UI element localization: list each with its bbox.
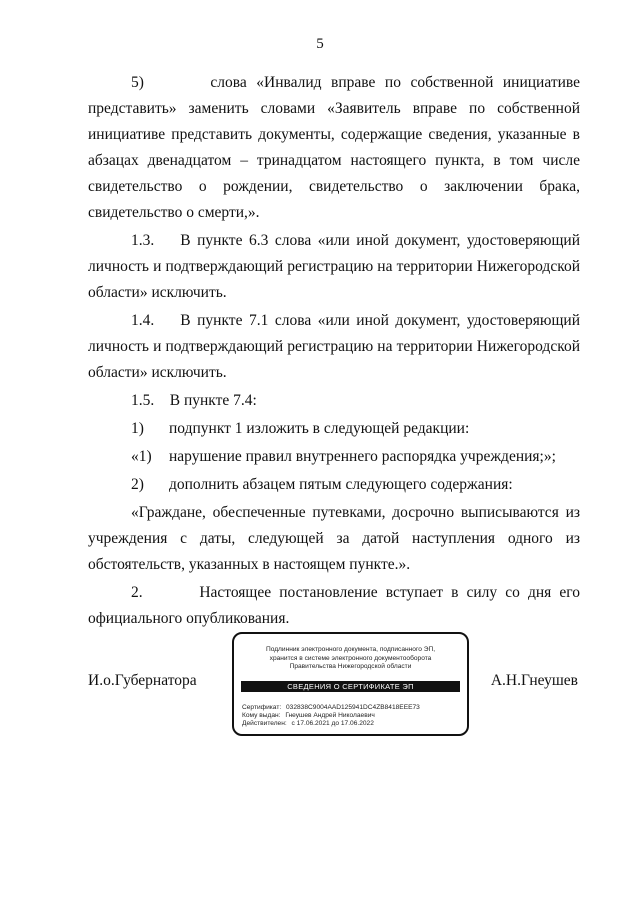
stamp-certificate-row bbox=[242, 704, 420, 712]
list-item bbox=[88, 444, 580, 470]
stamp-valid-row bbox=[242, 720, 374, 728]
signature-stamp bbox=[232, 632, 469, 736]
valid-label: Действителен: bbox=[242, 720, 287, 727]
paragraph-2: 2. Настоящее постановление вступает в силу со дня его официального опубликования. bbox=[88, 584, 580, 627]
document-body bbox=[88, 70, 580, 632]
certificate-label: Сертификат: bbox=[242, 704, 282, 711]
page-number: 5 bbox=[316, 36, 324, 52]
paragraph-1-4: 1.4. В пункте 7.1 слова «или иной документ, удостоверяющий личность и подтверждающий регистрацию на территории Нижегородской области» исключить. bbox=[88, 312, 580, 381]
stamp-caption bbox=[240, 646, 461, 672]
list-item-number: «1) bbox=[131, 448, 152, 465]
list-item bbox=[88, 416, 580, 442]
stamp-header: СВЕДЕНИЯ О СЕРТИФИКАТЕ ЭП bbox=[241, 681, 460, 692]
paragraph-5: 5) слова «Инвалид вправе по собственной инициативе представить» заменить словами «Заявитель вправе по собственной инициативе представить документы, содержащие сведения, указанные в абзацах двенадцатом – тринадцатом настоящего пункта, в том числе свидетельство о рождении, свидетельство о заключении брака, свидетельство о смерти,». bbox=[88, 74, 580, 221]
list-item-number: 1) bbox=[131, 420, 144, 437]
signer-name: А.Н.Гнеушев bbox=[490, 672, 578, 689]
list-item-number: 2) bbox=[131, 476, 144, 493]
valid-value: с 17.06.2021 до 17.06.2022 bbox=[291, 720, 374, 727]
list-item-text: подпункт 1 изложить в следующей редакции: bbox=[169, 420, 470, 437]
list-item bbox=[88, 472, 580, 498]
stamp-issued-to-row bbox=[242, 712, 375, 720]
stamp-caption-line: Подлинник электронного документа, подписанного ЭП, bbox=[265, 646, 436, 653]
issued-to-value: Гнеушев Андрей Николаевич bbox=[285, 712, 375, 719]
certificate-value: 032838C9004AAD125941DC4ZB8418EEE73 bbox=[286, 704, 420, 711]
stamp-caption-line: хранится в системе электронного документооборота bbox=[269, 654, 432, 662]
signer-title: И.о.Губернатора bbox=[88, 672, 197, 689]
stamp-caption-line: Правительства Нижегородской области bbox=[289, 663, 412, 670]
quoted-paragraph: «Граждане, обеспеченные путевками, досрочно выписываются из учреждения с даты, следующей за датой наступления одного из обстоятельств, указанных в настоящем пункте.». bbox=[88, 504, 580, 573]
list-item-text: дополнить абзацем пятым следующего содержания: bbox=[169, 476, 513, 493]
list-item-text: нарушение правил внутреннего распорядка учреждения;»; bbox=[169, 448, 556, 465]
paragraph-1-5: 1.5. В пункте 7.4: bbox=[131, 392, 257, 409]
paragraph-1-3: 1.3. В пункте 6.3 слова «или иной документ, удостоверяющий личность и подтверждающий регистрацию на территории Нижегородской области» исключить. bbox=[88, 232, 580, 301]
issued-to-label: Кому выдан: bbox=[242, 712, 281, 719]
